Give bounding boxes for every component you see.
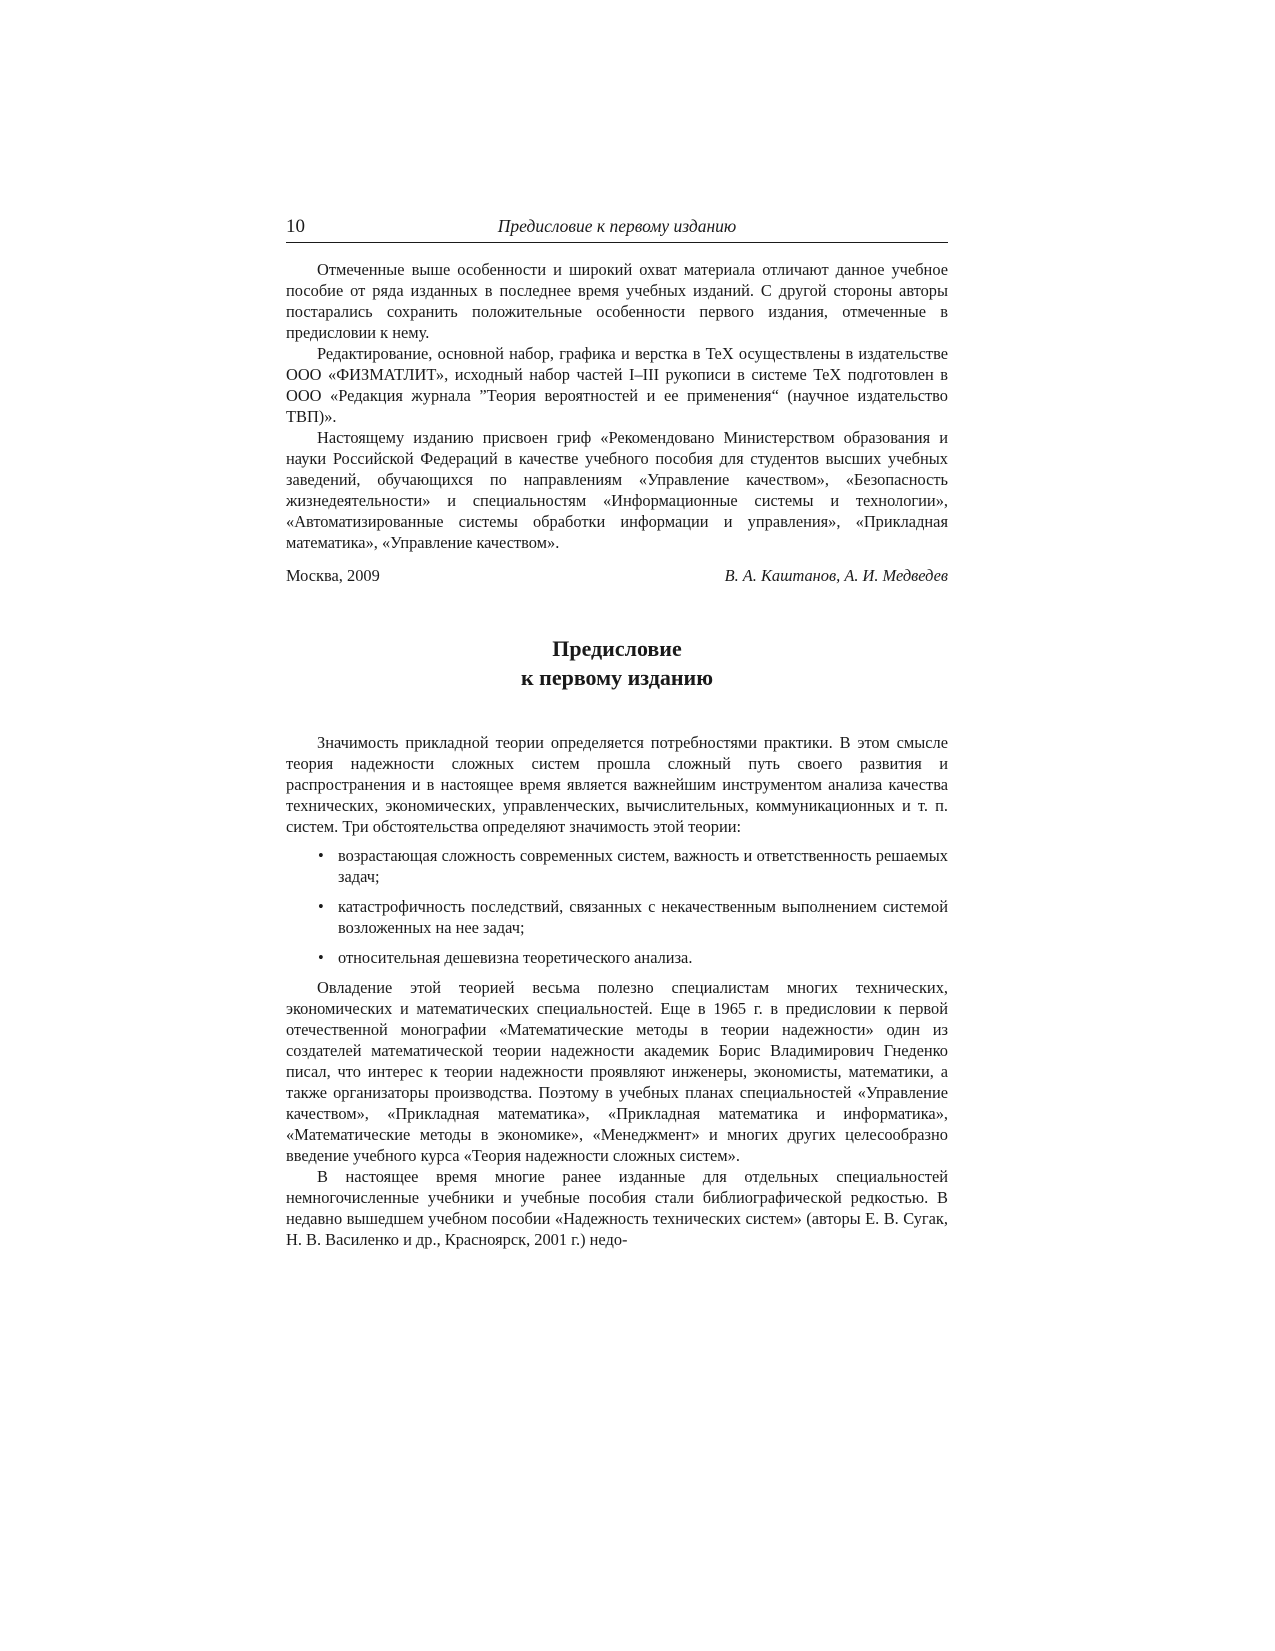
bullet-list	[286, 845, 948, 968]
bullet-icon: •	[318, 897, 324, 916]
running-head	[286, 216, 948, 243]
bullet-icon: •	[318, 948, 324, 967]
bullet-icon: •	[318, 846, 324, 865]
running-title: Предисловие к первому изданию	[497, 216, 737, 236]
book-page	[286, 216, 948, 1250]
authors: В. А. Каштанов, А. И. Медведев	[724, 566, 948, 585]
list-item	[318, 896, 948, 938]
list-item-text: относительная дешевизна теоретического анализа.	[338, 948, 693, 967]
paragraph: В настоящее время многие ранее изданные для отдельных специальностей немногочисленные учебники и учебные пособия стали библиографической редкостью. В недавно вышедшем учебном пособии «Надежность технических систем» (авторы Е. В. Сугак, Н. В. Василенко и др., Красноярск, 2001 г.) недо-	[286, 1167, 948, 1249]
place-date: Москва, 2009	[286, 566, 380, 585]
section-body	[286, 732, 948, 1250]
section-title-line: Предисловие	[552, 636, 682, 661]
paragraph: Отмеченные выше особенности и широкий охват материала отличают данное учебное пособие от ряда изданных в последнее время учебных изданий. С другой стороны авторы постарались сохранить положительные особенности первого издания, отмеченные в предисловии к нему.	[286, 260, 948, 342]
list-item	[318, 947, 948, 968]
section-title-line: к первому изданию	[520, 665, 714, 690]
list-item-text: возрастающая сложность современных систем, важность и ответственность решаемых задач;	[338, 846, 948, 886]
paragraph: Значимость прикладной теории определяется потребностями практики. В этом смысле теория надежности сложных систем прошла сложный путь своего развития и распространения и в настоящее время является важнейшим инструментом анализа качества технических, экономических, управленческих, вычислительных, коммуникационных и т. п. систем. Три обстоятельства определяют значимость этой теории:	[286, 733, 948, 836]
paragraph: Овладение этой теорией весьма полезно специалистам многих технических, экономических и математических специальностей. Еще в 1965 г. в предисловии к первой отечественной монографии «Математические методы в теории надежности» один из создателей математической теории надежности академик Борис Владимирович Гнеденко писал, что интерес к теории надежности проявляют инженеры, экономисты, математики, а также организаторы производства. Поэтому в учебных планах специальностей «Управление качеством», «Прикладная математика», «Прикладная математика и информатика», «Математические методы в экономике», «Менеджмент» и многих других целесообразно введение учебного курса «Теория надежности сложных систем».	[286, 978, 948, 1165]
paragraph: Настоящему изданию присвоен гриф «Рекомендовано Министерством образования и науки Российской Федераций в качестве учебного пособия для студентов высших учебных заведений, обучающихся по направлениям «Управление качеством», «Безопасность жизнедеятельности» и специальностям «Информационные системы и технологии», «Автоматизированные системы обработки информации и управления», «Прикладная математика», «Управление качеством».	[286, 428, 948, 552]
section-title	[286, 634, 948, 692]
signature-line	[286, 565, 948, 586]
list-item	[318, 845, 948, 887]
list-item-text: катастрофичность последствий, связанных с некачественным выполнением системой возложенных на нее задач;	[338, 897, 948, 937]
paragraph: Редактирование, основной набор, графика и верстка в TeX осуществлены в издательстве ООО «ФИЗМАТЛИТ», исходный набор частей I–III рукописи в системе TeX подготовлен в ООО «Редакция журнала ”Теория вероятностей и ее применения“ (научное издательство ТВП)».	[286, 344, 948, 426]
page-number: 10	[286, 216, 305, 237]
preface-continued	[286, 259, 948, 553]
